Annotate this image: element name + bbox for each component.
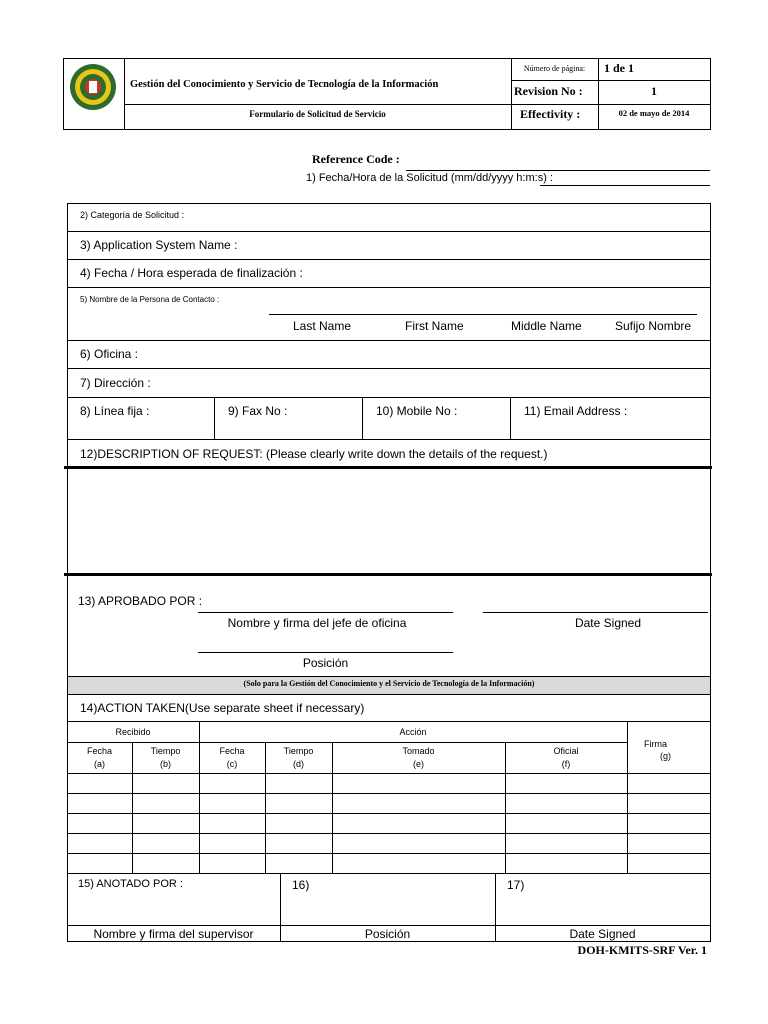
contact-name-line[interactable] (269, 314, 697, 315)
first-name-label: First Name (405, 319, 464, 333)
column-header-f: Oficial (553, 746, 579, 756)
middle-name-label: Middle Name (511, 319, 582, 333)
email-field[interactable]: 11) Email Address : (524, 404, 628, 418)
reference-code-label: Reference Code : (312, 152, 400, 166)
received-group-header: Recibido (115, 727, 151, 737)
column-header-c: Fecha (219, 746, 245, 756)
page-number-label: Número de página: (523, 64, 586, 73)
approver-signature-line[interactable] (198, 612, 453, 613)
column-header-d: Tiempo (283, 746, 314, 756)
position-area[interactable] (281, 895, 495, 925)
request-datetime-line[interactable] (540, 185, 710, 186)
column-sub-e: (e) (413, 759, 424, 769)
fax-field[interactable]: 9) Fax No : (228, 404, 288, 418)
column-header-e: Tomado (402, 746, 435, 756)
column-sub-a: (a) (94, 759, 105, 769)
approver-position-line[interactable] (198, 652, 453, 653)
office-field[interactable]: 6) Oficina : (80, 347, 139, 361)
signature-column-header: Firma (644, 739, 667, 749)
page-number-value: 1 de 1 (604, 61, 634, 75)
box-17-label: 17) (507, 878, 525, 892)
signature-column-sub: (g) (660, 751, 671, 761)
mobile-field[interactable]: 10) Mobile No : (376, 404, 458, 418)
reference-code-line[interactable] (406, 170, 710, 171)
box-16-label: 16) (292, 878, 310, 892)
noted-by-label: 15) ANOTADO POR : (78, 878, 183, 890)
revision-label: Revision No : (514, 84, 583, 98)
revision-value: 1 (651, 84, 657, 98)
approval-date-line[interactable] (483, 612, 708, 613)
action-taken-label: 14)ACTION TAKEN(Use separate sheet if necessary) (80, 701, 365, 715)
description-label: 12)DESCRIPTION OF REQUEST: (Please clearly write down the details of the request.) (80, 447, 548, 461)
contact-person-field[interactable]: 5) Nombre de la Persona de Contacto : (80, 295, 220, 304)
approved-by-label: 13) APROBADO POR : (78, 594, 203, 608)
footer-position-label: Posición (364, 927, 411, 941)
column-sub-c: (c) (226, 759, 238, 769)
action-group-header: Acción (399, 727, 427, 737)
approver-name-sign-label: Nombre y firma del jefe de oficina (227, 616, 407, 630)
approval-date-label: Date Signed (574, 616, 642, 630)
landline-field[interactable]: 8) Línea fija : (80, 404, 150, 418)
department-seal-icon (69, 63, 117, 111)
app-system-field[interactable]: 3) Application System Name : (80, 238, 238, 252)
column-sub-d: (d) (293, 759, 304, 769)
form-title: Formulario de Solicitud de Servicio (249, 109, 386, 119)
address-field[interactable]: 7) Dirección : (80, 376, 151, 390)
kmits-note: (Solo para la Gestión del Conocimiento y el Servicio de Tecnología de la Información) (243, 679, 535, 688)
effectivity-value: 02 de mayo de 2014 (618, 108, 690, 118)
effectivity-label: Effectivity : (520, 107, 581, 121)
column-sub-b: (b) (160, 759, 171, 769)
last-name-label: Last Name (293, 319, 352, 333)
column-sub-f: (f) (561, 759, 571, 769)
form-code: DOH-KMITS-SRF Ver. 1 (577, 943, 707, 957)
column-header-a: Fecha (86, 746, 112, 756)
suffix-label: Sufijo Nombre (615, 319, 692, 333)
footer-date-signed-label: Date Signed (569, 927, 636, 941)
description-area[interactable] (68, 470, 710, 572)
org-name: Gestión del Conocimiento y Servicio de Tecnología de la Información (130, 79, 439, 90)
category-field[interactable]: 2) Categoría de Solicitud : (80, 210, 185, 220)
request-datetime-label: 1) Fecha/Hora de la Solicitud (mm/dd/yyyy h:m:s) : (306, 172, 553, 184)
date-signed-area[interactable] (496, 895, 710, 925)
supervisor-sign-label: Nombre y firma del supervisor (93, 927, 254, 941)
supervisor-sign-area[interactable] (68, 895, 280, 925)
approver-position-label: Posición (302, 656, 349, 670)
column-header-b: Tiempo (150, 746, 181, 756)
expected-date-field[interactable]: 4) Fecha / Hora esperada de finalización : (80, 266, 303, 280)
